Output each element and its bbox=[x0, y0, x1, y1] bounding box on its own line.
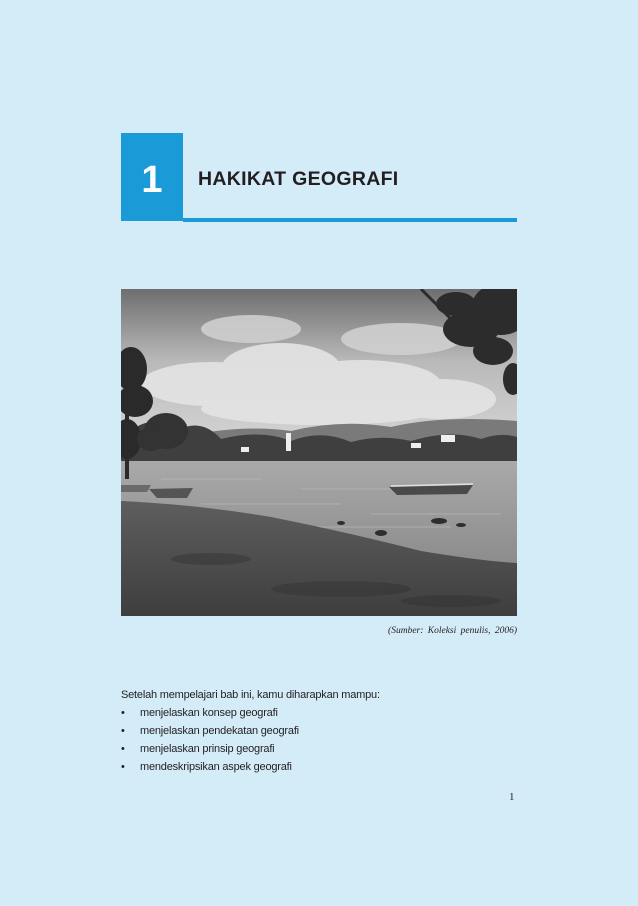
list-item bbox=[121, 758, 299, 776]
objective-text: menjelaskan konsep geografi bbox=[140, 707, 278, 719]
objective-text: menjelaskan prinsip geografi bbox=[140, 743, 275, 755]
list-item bbox=[121, 722, 299, 740]
learning-objectives-list bbox=[121, 704, 299, 776]
chapter-number-box bbox=[121, 133, 183, 221]
chapter-title: HAKIKAT GEOGRAFI bbox=[198, 168, 399, 190]
list-item bbox=[121, 704, 299, 722]
chapter-number: 1 bbox=[141, 159, 163, 201]
bullet-icon: • bbox=[121, 725, 125, 737]
objective-text: mendeskripsikan aspek geografi bbox=[140, 761, 292, 773]
title-underline bbox=[183, 218, 517, 222]
coastal-landscape-photo bbox=[121, 289, 517, 616]
list-item bbox=[121, 740, 299, 758]
bullet-icon: • bbox=[121, 761, 125, 773]
bullet-icon: • bbox=[121, 707, 125, 719]
photo-caption: (Sumber: Koleksi penulis, 2006) bbox=[388, 626, 517, 636]
page-number: 1 bbox=[509, 791, 515, 803]
learning-intro: Setelah mempelajari bab ini, kamu diharapkan mampu: bbox=[121, 689, 380, 701]
objective-text: menjelaskan pendekatan geografi bbox=[140, 725, 299, 737]
bullet-icon: • bbox=[121, 743, 125, 755]
